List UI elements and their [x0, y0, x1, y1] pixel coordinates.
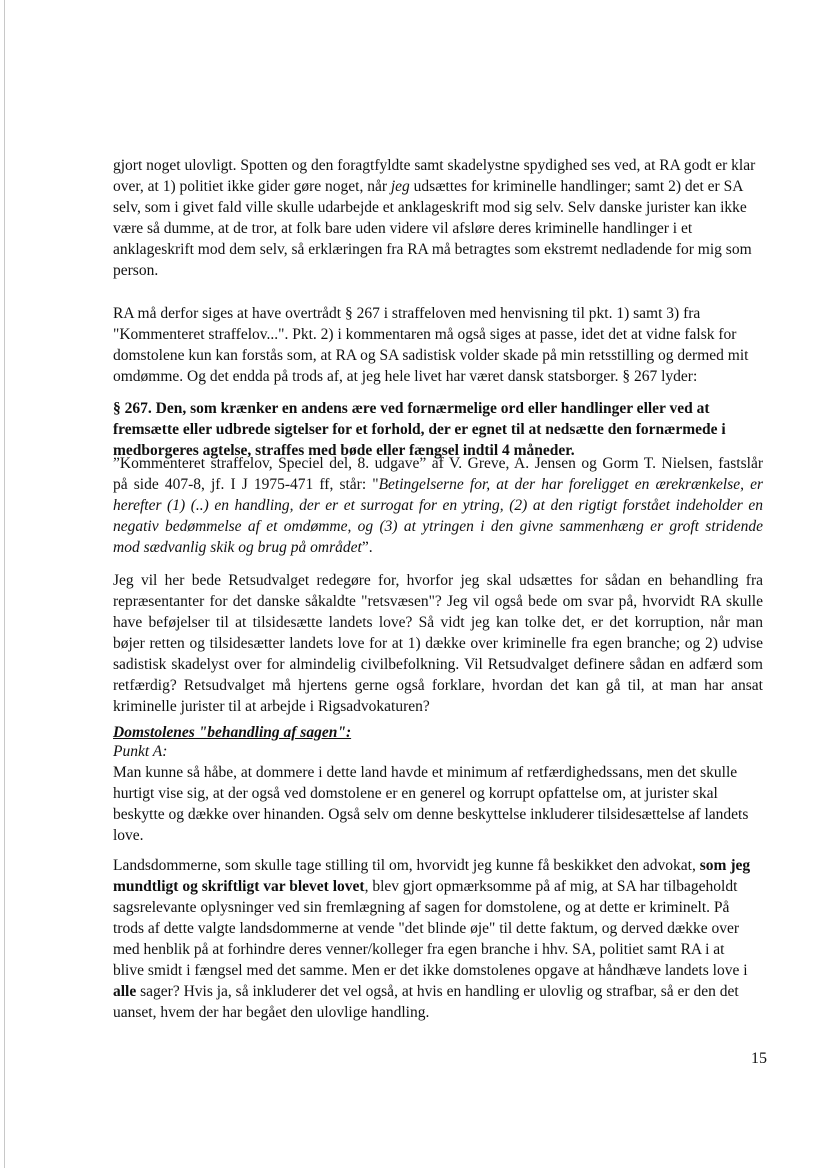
text-line [113, 176, 763, 197]
text-run: gjort noget ulovligt. Spotten og den foragtfyldte samt skadelystne spydighed ses ved, at RA godt er klar [113, 157, 756, 174]
text-line [113, 516, 763, 537]
text-run: trods af dette valgte landsdommerne at vende "det blinde øje" til dette faktum, og derved dække over [113, 920, 740, 937]
text-run: person. [113, 262, 159, 279]
page-number: 15 [751, 1050, 767, 1067]
text-run: kriminelle jurister til at arbejde i Rigsadvokaturen? [113, 698, 430, 715]
text-run: omdømme. Og det endda på trods af, at jeg hele livet har været dansk statsborger. § 267 lyder: [113, 368, 698, 385]
text-run: med henblik på at forhindre deres venner/kolleger fra egen branche i hhv. SA, politiet samt RA i at [113, 941, 725, 958]
text-line [113, 260, 763, 281]
text-run: blive smidt i fængsel med det samme. Men er det ikke domstolenes opgave at håndhæve landets love i [113, 962, 748, 979]
paragraph-kommenteret-straffelov [113, 453, 763, 558]
text-line [113, 897, 763, 918]
subheading-punkt-a: Punkt A: [113, 743, 168, 760]
text-run: Jeg vil her bede Retsudvalget redegøre for, hvorfor jeg skal udsættes for sådan en behandling fra [113, 572, 763, 589]
text-run: have beføjelser til at tilsidesætte landets love? Så vidt jeg kan tolke det, er det korruption, når man [113, 614, 763, 631]
text-run: retfærdig? Retsudvalget må hjertens gerne også forklare, hvordan det kan gå til, at man har ansat [113, 677, 763, 694]
text-line [113, 633, 763, 654]
text-line [113, 876, 763, 897]
bold-text: alle [113, 983, 137, 1000]
text-run: udsættes for kriminelle handlinger; samt 2) det er SA [409, 178, 744, 195]
text-line [113, 570, 763, 591]
text-run: hurtigt vise sig, at der også ved domstolene er en generel og korrupt opfattelse om, at jurister skal [113, 785, 718, 802]
text-line [113, 855, 763, 876]
text-run: ”Kommenteret straffelov, Speciel del, 8. udgave” af V. Greve, A. Jensen og Gorm T. Nielsen, fastslår [113, 455, 763, 472]
text-line [113, 783, 763, 804]
text-run: "Kommenteret straffelov...". Pkt. 2) i kommentaren må også siges at passe, idet det at vidne falsk for [113, 326, 737, 343]
text-run: sagsrelevante oplysninger ved sin fremlægning af sagen for domstolene, og at dette er kriminelt. På [113, 899, 730, 916]
bold-text: som jeg [699, 857, 751, 874]
text-line [113, 918, 763, 939]
text-line [113, 762, 763, 783]
text-line [113, 960, 763, 981]
text-run: love. [113, 827, 144, 844]
text-line [113, 453, 763, 474]
text-line [113, 675, 763, 696]
text-run: sager? Hvis ja, så inkluderer det vel også, at hvis en handling er ulovlig og strafbar, så er den det [136, 983, 739, 1000]
italic-text: negativ bedømmelse af et omdømme, og (3) at ytringen i den givne sammenhæng er groft stridende [113, 518, 763, 535]
text-run: bøjer retten og tilsidesætter landets love for at 1) dække over kriminelle fra egen branche; og 2) udvise [113, 635, 763, 652]
italic-text: mod sædvanlig skik og brug på området [113, 539, 362, 556]
text-run: sadistisk skadelyst over for almindelig civilbefolkning. Vil Retsudvalget definere sådan en adfærd som [113, 656, 763, 673]
bold-text: mundtligt og skriftligt var blevet lovet [113, 878, 365, 895]
text-run: , blev gjort opmærksomme på af mig, at SA har tilbageholdt [364, 878, 738, 895]
text-run: fremsætte eller udbrede sigtelser for et forhold, der er egnet til at nedsætte den fornærmede i [113, 421, 726, 438]
scan-edge-line [4, 0, 5, 1168]
paragraph-landsdommerne [113, 855, 763, 1023]
text-run: på side 407-8, jf. I J 1975-471 ff, står: " [113, 476, 379, 493]
text-run: beskytte og dække over hinanden. Også selv om denne beskyttelse inkluderer tilsidesættelse af landets [113, 806, 749, 823]
italic-text: jeg [390, 178, 410, 195]
section-heading: Domstolenes "behandling af sagen": [113, 724, 352, 741]
text-run: § 267. Den, som krænker en andens ære ved fornærmelige ord eller handlinger eller ved at [113, 400, 710, 417]
text-line [113, 474, 763, 495]
text-run: Man kunne så håbe, at dommere i dette land havde et minimum af retfærdighedssans, men det skulle [113, 764, 738, 781]
text-line [113, 155, 763, 176]
law-quote-267 [113, 398, 763, 461]
italic-text: herefter (1) (..) en handling, der er et surrogat for en ytring, (2) at den rigtigt forstået indeholder en [113, 497, 763, 514]
text-run: domstolene kun kan forstås som, at RA og SA sadistisk volder skade på min retsstilling og dermed mit [113, 347, 749, 364]
paragraph-ra-spot [113, 155, 763, 281]
text-line [113, 591, 763, 612]
text-run: ”. [361, 539, 373, 556]
text-line [113, 197, 763, 218]
text-line [113, 218, 763, 239]
text-run: være så dumme, at de tror, at folk bare uden videre vil afsløre deres kriminelle handlinger i et [113, 220, 693, 237]
text-line [113, 1002, 763, 1023]
text-line [113, 612, 763, 633]
text-line [113, 825, 763, 846]
italic-text: Betingelserne for, at der har foreligget en ærekrænkelse, er [378, 476, 763, 493]
text-run: repræsentanter for det danske såkaldte "retsvæsen"? Jeg vil også bede om svar på, hvorvidt RA skulle [113, 593, 763, 610]
paragraph-man-kunne [113, 762, 763, 846]
text-line [113, 495, 763, 516]
text-run: over, at 1) politiet ikke gider gøre noget, når [113, 178, 391, 195]
text-run: RA må derfor siges at have overtrådt § 267 i straffeloven med henvisning til pkt. 1) samt 3) fra [113, 305, 701, 322]
text-run: Landsdommerne, som skulle tage stilling til om, hvorvidt jeg kunne få beskikket den advokat, [113, 857, 700, 874]
paragraph-retsudvalget-question [113, 570, 763, 717]
text-line [113, 239, 763, 260]
paragraph-overtraadt-267 [113, 303, 763, 387]
text-line [113, 398, 763, 419]
text-run: uanset, hvem der har begået den ulovlige handling. [113, 1004, 430, 1021]
text-line [113, 345, 763, 366]
text-run: selv, som i givet fald ville skulle udarbejde et anklageskrift mod sig selv. Selv danske jurister kan ikke [113, 199, 747, 216]
text-line [113, 366, 763, 387]
text-run: anklageskrift mod dem selv, så erklæringen fra RA må betragtes som ekstremt nedladende for mig som [113, 241, 752, 258]
text-line [113, 324, 763, 345]
text-line [113, 804, 763, 825]
text-line [113, 939, 763, 960]
text-line [113, 696, 763, 717]
text-line [113, 303, 763, 324]
text-line [113, 981, 763, 1002]
text-run: medborgeres agtelse, straffes med bøde eller fængsel indtil 4 måneder. [113, 442, 575, 459]
text-line [113, 654, 763, 675]
text-line [113, 419, 763, 440]
text-line [113, 537, 763, 558]
